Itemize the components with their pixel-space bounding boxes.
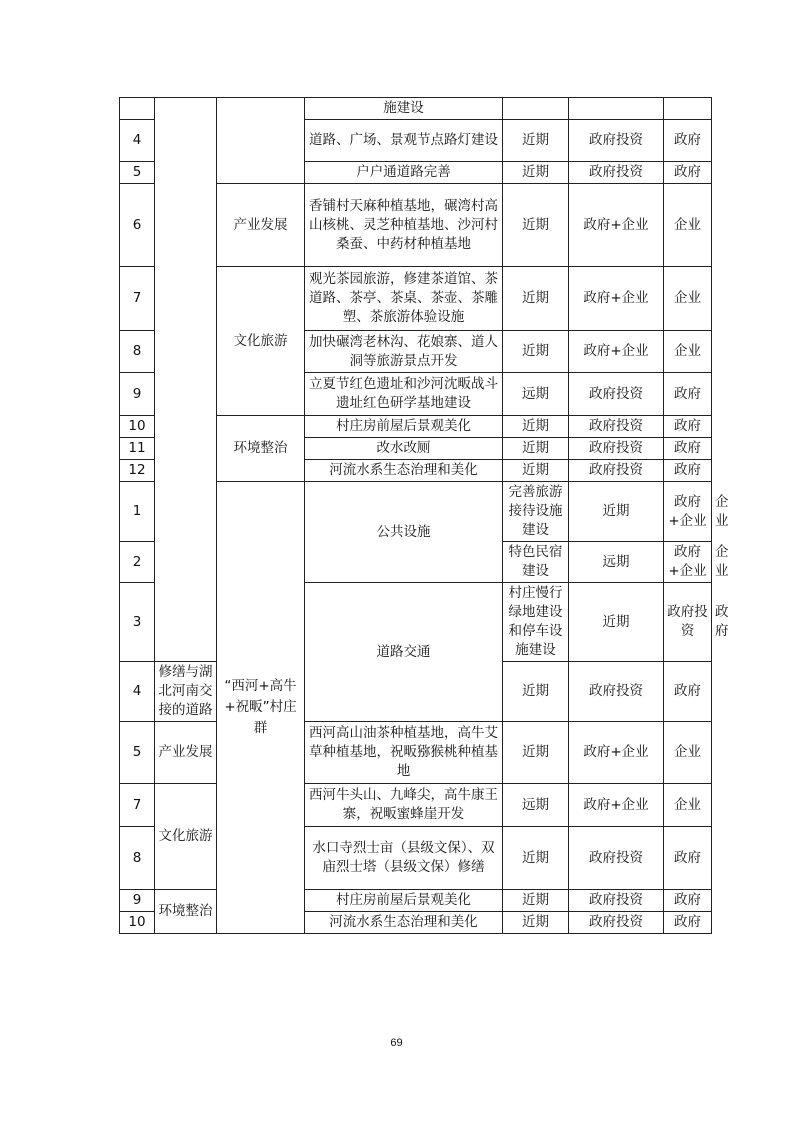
funding-cell: 政府投资 (569, 662, 664, 722)
funding-cell: 政府+企业 (664, 542, 712, 583)
cluster-cell (155, 98, 217, 662)
entity-cell: 政府 (664, 162, 712, 184)
entity-cell: 政府 (664, 912, 712, 934)
row-number: 2 (120, 542, 155, 583)
entity-cell: 企业 (664, 331, 712, 373)
row-number: 8 (120, 331, 155, 373)
entity-cell (664, 98, 712, 120)
period-cell: 近期 (503, 912, 569, 934)
entity-cell: 政府 (664, 890, 712, 912)
entity-cell: 企业 (664, 184, 712, 267)
project-cell: 特色民宿建设 (503, 542, 569, 583)
cluster-cell: “西河+高牛+祝畈”村庄群 (217, 482, 305, 934)
project-cell: 村庄房前屋后景观美化 (305, 890, 503, 912)
row-number: 9 (120, 373, 155, 416)
category-cell (217, 98, 305, 184)
funding-cell: 政府+企业 (664, 482, 712, 542)
funding-cell: 政府+企业 (569, 722, 664, 784)
project-cell: 西河牛头山、九峰尖，高牛康王寨，祝畈蜜蜂崖开发 (305, 784, 503, 827)
table-row (120, 98, 712, 120)
period-cell: 近期 (503, 120, 569, 162)
funding-cell: 政府+企业 (569, 184, 664, 267)
funding-cell: 政府投资 (569, 912, 664, 934)
table-row (120, 784, 712, 827)
row-number: 10 (120, 416, 155, 438)
entity-cell: 政府 (664, 120, 712, 162)
funding-cell: 政府投资 (664, 583, 712, 662)
period-cell: 近期 (503, 890, 569, 912)
project-cell: 道路、广场、景观节点路灯建设 (305, 120, 503, 162)
row-number: 3 (120, 583, 155, 662)
row-number: 8 (120, 827, 155, 890)
category-cell: 环境整治 (217, 416, 305, 482)
table-row (120, 890, 712, 912)
category-cell: 公共设施 (305, 482, 503, 583)
period-cell: 远期 (503, 373, 569, 416)
funding-cell: 政府+企业 (569, 267, 664, 331)
category-cell: 道路交通 (305, 583, 503, 722)
funding-cell: 政府投资 (569, 120, 664, 162)
project-cell: 户户通道路完善 (305, 162, 503, 184)
period-cell: 近期 (503, 460, 569, 482)
project-cell: 水口寺烈士亩（县级文保）、双庙烈士塔（县级文保）修缮 (305, 827, 503, 890)
period-cell: 近期 (503, 162, 569, 184)
entity-cell: 政府 (664, 373, 712, 416)
table-row (120, 722, 712, 784)
row-number: 4 (120, 120, 155, 162)
row-number: 5 (120, 722, 155, 784)
funding-cell: 政府投资 (569, 162, 664, 184)
row-number: 9 (120, 890, 155, 912)
entity-cell: 政府 (664, 827, 712, 890)
category-cell: 文化旅游 (217, 267, 305, 416)
project-cell: 河流水系生态治理和美化 (305, 460, 503, 482)
row-number (120, 98, 155, 120)
funding-cell: 政府投资 (569, 827, 664, 890)
period-cell: 近期 (569, 482, 664, 542)
entity-cell: 企业 (664, 722, 712, 784)
funding-cell: 政府投资 (569, 438, 664, 460)
funding-cell: 政府投资 (569, 890, 664, 912)
row-number: 7 (120, 267, 155, 331)
funding-cell (569, 98, 664, 120)
project-cell: 修缮与湖北河南交接的道路 (155, 662, 217, 722)
row-number: 5 (120, 162, 155, 184)
period-cell: 远期 (503, 784, 569, 827)
period-cell: 近期 (503, 827, 569, 890)
period-cell: 近期 (503, 331, 569, 373)
row-number: 10 (120, 912, 155, 934)
entity-cell: 政府 (664, 460, 712, 482)
period-cell: 近期 (503, 267, 569, 331)
category-cell: 环境整治 (155, 890, 217, 934)
entity-cell: 政府 (664, 438, 712, 460)
project-cell: 加快碾湾老林沟、花娘寨、道人洞等旅游景点开发 (305, 331, 503, 373)
project-cell: 立夏节红色遗址和沙河沈畈战斗遗址红色研学基地建设 (305, 373, 503, 416)
project-table (119, 97, 729, 934)
funding-cell: 政府+企业 (569, 784, 664, 827)
period-cell (503, 98, 569, 120)
project-cell: 河流水系生态治理和美化 (305, 912, 503, 934)
table-row: 2 特色民宿建设 远期 政府+企业 企业 (120, 542, 712, 583)
table-row: 3 道路交通 村庄慢行绿地建设和停车设施建设 近期 政府投资 政府 (120, 583, 712, 662)
funding-cell: 政府+企业 (569, 331, 664, 373)
period-cell: 近期 (569, 583, 664, 662)
period-cell: 近期 (503, 662, 569, 722)
project-cell: 完善旅游接待设施建设 (503, 482, 569, 542)
project-cell: 施建设 (305, 98, 503, 120)
row-number: 4 (120, 662, 155, 722)
category-cell: 产业发展 (155, 722, 217, 784)
entity-cell: 企业 (664, 784, 712, 827)
period-cell: 近期 (503, 416, 569, 438)
row-number: 12 (120, 460, 155, 482)
funding-cell: 政府投资 (569, 373, 664, 416)
project-cell: 村庄房前屋后景观美化 (305, 416, 503, 438)
project-cell: 观光茶园旅游，修建茶道馆、茶道路、茶亭、茶桌、茶壶、茶雕塑、茶旅游体验设施 (305, 267, 503, 331)
row-number: 1 (120, 482, 155, 542)
funding-cell: 政府投资 (569, 460, 664, 482)
category-cell: 产业发展 (217, 184, 305, 267)
project-cell: 香铺村天麻种植基地，碾湾村高山核桃、灵芝种植基地、沙河村桑蚕、中药材种植基地 (305, 184, 503, 267)
period-cell: 近期 (503, 184, 569, 267)
period-cell: 近期 (503, 722, 569, 784)
row-number: 7 (120, 784, 155, 827)
funding-cell: 政府投资 (569, 416, 664, 438)
entity-cell: 政府 (664, 416, 712, 438)
entity-cell: 政府 (664, 662, 712, 722)
category-cell: 文化旅游 (155, 784, 217, 890)
period-cell: 远期 (569, 542, 664, 583)
period-cell: 近期 (503, 438, 569, 460)
entity-cell: 企业 (664, 267, 712, 331)
project-cell: 村庄慢行绿地建设和停车设施建设 (503, 583, 569, 662)
row-number: 6 (120, 184, 155, 267)
project-cell: 西河高山油茶种植基地，高牛艾草种植基地，祝畈猕猴桃种植基地 (305, 722, 503, 784)
row-number: 11 (120, 438, 155, 460)
page-number: 69 (390, 1037, 403, 1049)
table-row: 1 “西河+高牛+祝畈”村庄群 公共设施 完善旅游接待设施建设 近期 政府+企业 企业 (120, 482, 712, 542)
project-cell: 改水改厕 (305, 438, 503, 460)
